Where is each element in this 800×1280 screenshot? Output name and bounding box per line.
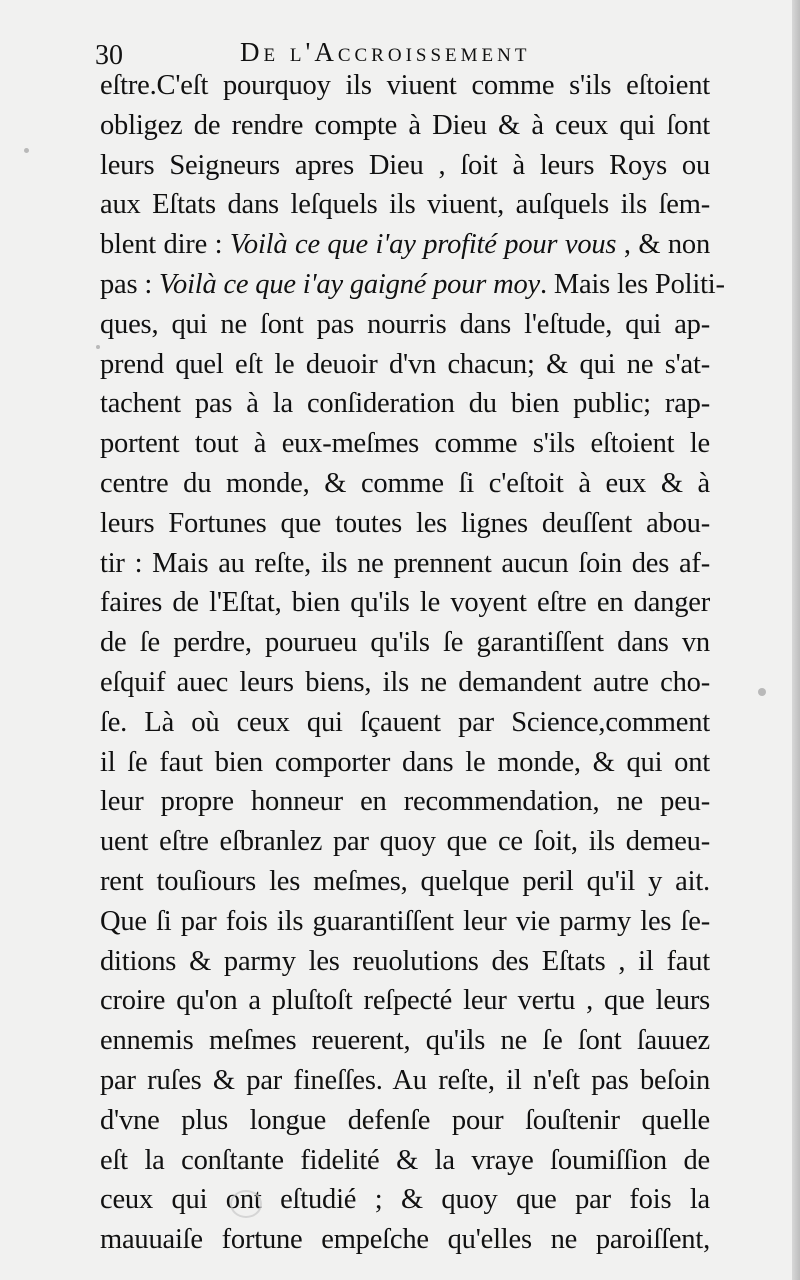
header-title: De l'Accroissement — [240, 37, 531, 67]
text-line — [100, 464, 710, 504]
ink-spot — [96, 345, 100, 349]
line-text: aux Eſtats dans leſquels ils viuent, auſquels ils ſem- — [100, 189, 710, 221]
line-text: uent eſtre eſbranlez par quoy que ce ſoit, ils demeu- — [100, 826, 710, 858]
text-line — [100, 66, 710, 106]
text-line — [100, 504, 710, 544]
line-text: portent tout à eux-meſmes comme s'ils eſtoient le — [100, 428, 710, 460]
text-line — [100, 782, 710, 822]
text-line — [100, 663, 710, 703]
line-text: rent touſiours les meſmes, quelque peril qu'il y ait. — [100, 865, 710, 897]
line-text: ſe. Là où ceux qui ſçauent par Science,comment — [100, 706, 710, 738]
text-line — [100, 146, 710, 186]
faint-mark — [230, 1190, 262, 1218]
line-text: d'vne plus longue defenſe pour ſouſtenir quelle — [100, 1104, 710, 1136]
line-text: , & non — [616, 229, 710, 261]
line-text: leurs Seigneurs apres Dieu , ſoit à leurs Roys ou — [100, 149, 710, 181]
text-line — [100, 623, 710, 663]
text-line — [100, 981, 710, 1021]
text-line — [100, 583, 710, 623]
text-line — [100, 265, 725, 305]
text-line — [100, 1021, 710, 1061]
line-text: prend quel eſt le deuoir d'vn chacun; & qui ne s'at- — [100, 348, 710, 380]
line-text: ennemis meſmes reuerent, qu'ils ne ſe ſont ſauuez — [100, 1025, 710, 1057]
text-line — [100, 942, 710, 982]
line-text: croire qu'on a pluſtoſt reſpecté leur vertu , que leurs — [100, 985, 710, 1017]
line-text: obligez de rendre compte à Dieu & à ceux qui ſont — [100, 109, 710, 141]
text-line — [100, 822, 710, 862]
line-text: blent dire : — [100, 229, 230, 261]
page-edge — [792, 0, 800, 1280]
text-line — [100, 1180, 710, 1220]
line-text: tir : Mais au reſte, ils ne prennent aucun ſoin des af- — [100, 547, 710, 579]
text-line — [100, 703, 710, 743]
italic-text: Voilà ce que i'ay gaigné pour moy — [158, 268, 540, 300]
text-line — [100, 384, 710, 424]
body-text — [100, 66, 725, 1260]
line-text: pas : — [100, 268, 159, 300]
line-text: Que ſi par fois ils guarantiſſent leur vie parmy les ſe- — [100, 905, 710, 937]
text-line — [100, 1101, 710, 1141]
text-line — [100, 862, 710, 902]
text-line — [100, 743, 710, 783]
line-text: leur propre honneur en recommendation, ne peu- — [100, 786, 710, 818]
text-line — [100, 1141, 710, 1181]
line-text: ceux qui ont eſtudié ; & quoy que par fois la — [100, 1184, 710, 1216]
text-line — [100, 1220, 710, 1260]
line-text: eſtre.C'eſt pourquoy ils viuent comme s'ils eſtoient — [100, 70, 710, 101]
ink-spot — [24, 148, 29, 153]
line-text: tachent pas à la conſideration du bien public; rap- — [100, 388, 710, 420]
line-text: centre du monde, & comme ſi c'eſtoit à eux & à — [100, 467, 710, 499]
line-text: par ruſes & par fineſſes. Au reſte, il n'eſt pas beſoin — [100, 1064, 710, 1096]
line-text: il ſe faut bien comporter dans le monde, & qui ont — [100, 746, 710, 778]
text-line — [100, 902, 710, 942]
text-line — [100, 225, 710, 265]
line-text: eſt la conſtante fidelité & la vraye ſoumiſſion de — [100, 1144, 710, 1176]
text-line — [100, 544, 710, 584]
line-text: ques, qui ne ſont pas nourris dans l'eſtude, qui ap- — [100, 308, 710, 340]
line-text: ditions & parmy les reuolutions des Eſtats , il faut — [100, 945, 710, 977]
running-head — [0, 26, 800, 71]
line-text: de ſe perdre, pourueu qu'ils ſe garantiſſent dans vn — [100, 627, 710, 659]
text-line — [100, 424, 710, 464]
text-line — [100, 305, 710, 345]
line-text: eſquif auec leurs biens, ils ne demandent autre cho- — [100, 666, 710, 698]
line-text: . Mais les Politi- — [539, 268, 725, 300]
line-text: faires de l'Eſtat, bien qu'ils le voyent eſtre en danger — [100, 587, 710, 619]
text-line — [100, 106, 710, 146]
text-line — [100, 1061, 710, 1101]
page-number: 30 — [95, 40, 123, 71]
italic-text: Voilà ce que i'ay profité pour vous — [229, 229, 617, 261]
text-line — [100, 185, 710, 225]
ink-spot — [758, 688, 766, 696]
line-text: mauuaiſe fortune empeſche qu'elles ne paroiſſent, — [100, 1224, 710, 1256]
text-line — [100, 345, 710, 385]
line-text: leurs Fortunes que toutes les lignes deuſſent abou- — [100, 507, 710, 539]
